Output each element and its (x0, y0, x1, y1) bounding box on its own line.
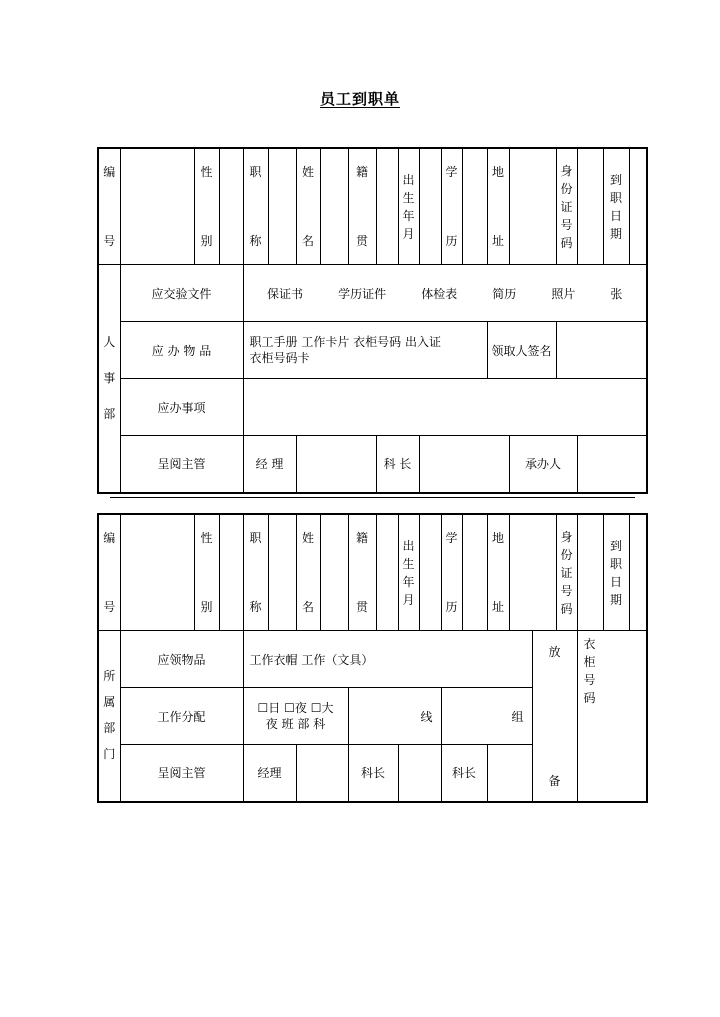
header2-birth-value[interactable] (419, 514, 441, 631)
header-education-label: 学 历 (441, 148, 462, 265)
header2-position-label: 职 称 (243, 514, 268, 631)
header2-gender-label: 性 别 (194, 514, 219, 631)
header-gender-value[interactable] (219, 148, 243, 265)
docs-label: 应交验文件 (120, 265, 243, 322)
goods-items: 职工手册 工作卡片 衣柜号码 出入证 衣柜号码卡 (243, 322, 487, 379)
manager-value[interactable] (296, 436, 376, 493)
header2-education-value[interactable] (462, 514, 487, 631)
review-label: 呈阅主管 (120, 436, 243, 493)
header-birth-value[interactable] (419, 148, 441, 265)
dept-goods-label: 应领物品 (120, 631, 243, 688)
receiver-sign-label: 领取人签名 (487, 322, 556, 379)
dept-section-chief2-label: 科长 (441, 745, 487, 802)
dept-manager-value[interactable] (296, 745, 348, 802)
goods-label: 应 办 物 品 (120, 322, 243, 379)
header-hire-date-label: 到 职 日 期 (603, 148, 629, 265)
assign-options[interactable]: ☐日 ☐夜 ☐大 夜 班 部 科 (243, 688, 348, 745)
header-position-value[interactable] (268, 148, 296, 265)
header2-hire-date-value[interactable] (629, 514, 647, 631)
dept-manager-label: 经理 (243, 745, 296, 802)
matters-label: 应办事项 (120, 379, 243, 436)
header-gender-label: 性 别 (194, 148, 219, 265)
header2-address-value[interactable] (509, 514, 556, 631)
header-birth-label: 出 生 年 月 (398, 148, 419, 265)
header2-idcard-label: 身 份 证 号 码 (556, 514, 577, 631)
header2-education-label: 学 历 (441, 514, 462, 631)
header2-idcard-value[interactable] (577, 514, 603, 631)
header-idcard-value[interactable] (577, 148, 603, 265)
section-divider (110, 497, 635, 498)
dept-goods-value: 工作衣帽 工作（文具） (243, 631, 532, 688)
dept-section-chief2-value[interactable] (487, 745, 532, 802)
header2-origin-label: 籍 贯 (348, 514, 376, 631)
header-name-label: 姓 名 (296, 148, 320, 265)
onboarding-form-dept (97, 513, 648, 803)
dept-review-label: 呈阅主管 (120, 745, 243, 802)
header2-hire-date-label: 到 职 日 期 (603, 514, 629, 631)
header-origin-value[interactable] (376, 148, 398, 265)
storage-fang: 放 (548, 645, 561, 659)
header2-name-value[interactable] (320, 514, 348, 631)
handler-label: 承办人 (509, 436, 577, 493)
storage-bei: 备 (548, 773, 561, 788)
section-chief-label: 科 长 (376, 436, 419, 493)
header-address-label: 地 址 (487, 148, 509, 265)
section-chief-value[interactable] (419, 436, 509, 493)
onboarding-form-hr (97, 147, 648, 494)
assign-line[interactable]: 线 (348, 688, 441, 745)
assign-group[interactable]: 组 (441, 688, 532, 745)
locker-number: 衣 柜 号 码 (577, 631, 647, 802)
doc-photo-unit: 张 (610, 286, 623, 301)
handler-value[interactable] (577, 436, 647, 493)
header2-origin-value[interactable] (376, 514, 398, 631)
docs-items (243, 265, 647, 322)
header-hire-date-value[interactable] (629, 148, 647, 265)
doc-photo: 照片 (551, 286, 576, 301)
header-idcard-label: 身 份 证 号 码 (556, 148, 577, 265)
dept-section-chief-label: 科长 (348, 745, 398, 802)
doc-resume: 简历 (492, 286, 517, 301)
manager-label: 经 理 (243, 436, 296, 493)
header-education-value[interactable] (462, 148, 487, 265)
header-position-label: 职 称 (243, 148, 268, 265)
header2-id-label: 编 号 (98, 514, 120, 631)
matters-value[interactable] (243, 379, 647, 436)
doc-diploma: 学历证件 (338, 286, 387, 301)
header2-position-value[interactable] (268, 514, 296, 631)
header-address-value[interactable] (509, 148, 556, 265)
doc-guarantee: 保证书 (267, 286, 304, 301)
header2-address-label: 地 址 (487, 514, 509, 631)
storage-note (532, 631, 577, 802)
dept-section-chief-value[interactable] (398, 745, 441, 802)
header-name-value[interactable] (320, 148, 348, 265)
form-title: 员工到职单 (319, 90, 400, 108)
dept-label: 所 属 部 门 (98, 631, 120, 802)
header2-birth-label: 出 生 年 月 (398, 514, 419, 631)
header-id-value[interactable] (120, 148, 194, 265)
doc-health: 体检表 (421, 286, 458, 301)
header-origin-label: 籍 贯 (348, 148, 376, 265)
header2-name-label: 姓 名 (296, 514, 320, 631)
assign-label: 工作分配 (120, 688, 243, 745)
header2-gender-value[interactable] (219, 514, 243, 631)
header-id-label: 编 号 (98, 148, 120, 265)
header2-id-value[interactable] (120, 514, 194, 631)
receiver-sign-value[interactable] (556, 322, 647, 379)
hr-dept-label: 人 事 部 (98, 265, 120, 493)
